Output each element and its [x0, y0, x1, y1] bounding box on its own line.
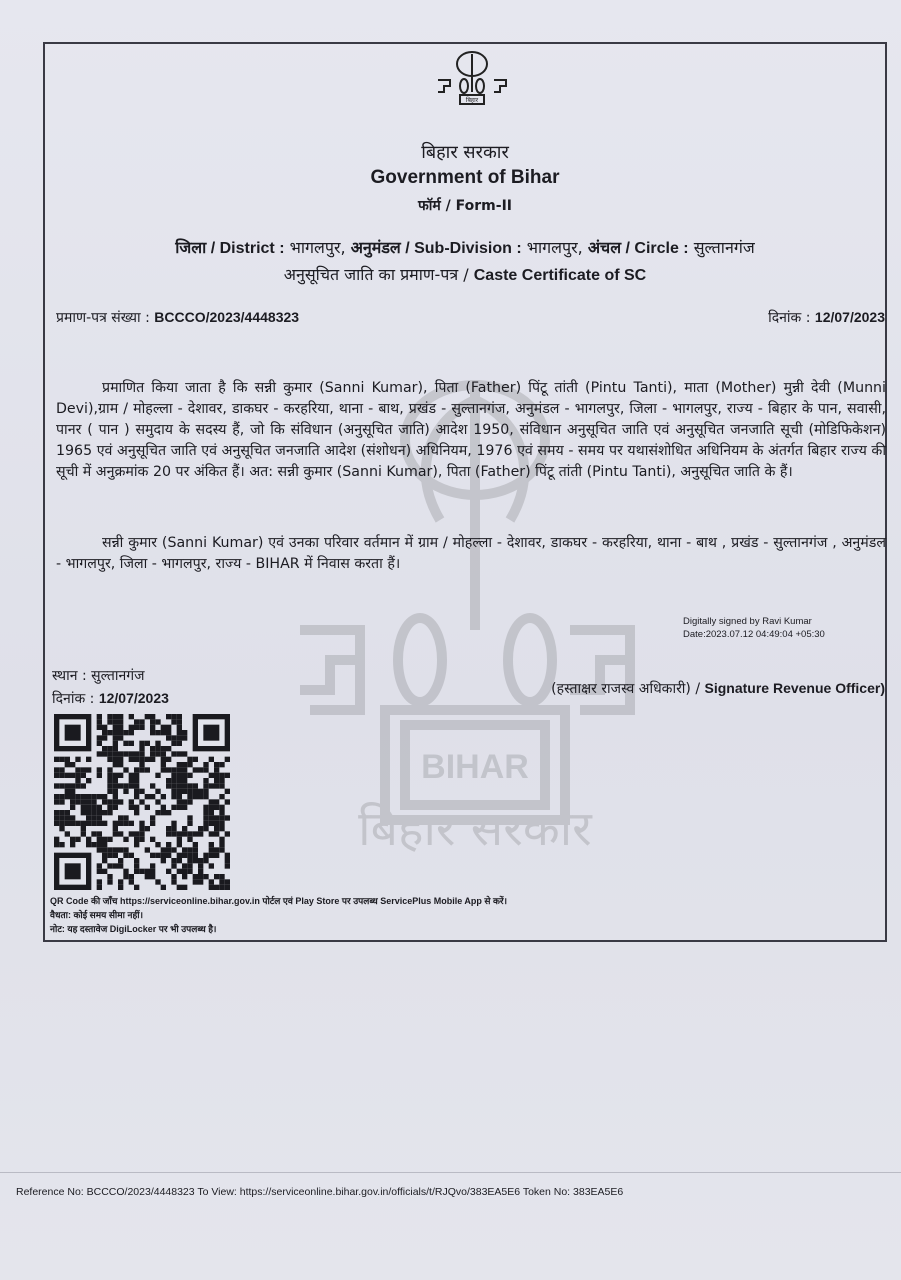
district-value: भागलपुर,: [289, 238, 346, 257]
qr-note: QR Code की जाँच https://serviceonline.bihar.gov.in पोर्टल एवं Play Store पर उपलब्ध ServicePlus Mobile App से करें।: [50, 896, 507, 906]
certificate-number-label: प्रमाण-पत्र संख्या :: [56, 310, 150, 326]
watermark-inner-text: BIHAR: [421, 748, 529, 786]
form-label: फॉर्म / Form-II: [418, 198, 512, 214]
emblem-caption: बिहार: [465, 97, 479, 104]
certificate-title: [43, 263, 887, 285]
validity-note: वैधता: कोई समय सीमा नहीं।: [50, 910, 143, 920]
qr-code[interactable]: [54, 714, 230, 890]
title-english: Government of Bihar: [370, 167, 560, 188]
certificate-title-english: Caste Certificate of SC: [473, 267, 647, 284]
bihar-emblem-logo: [432, 48, 512, 106]
sign-date-line: [52, 687, 169, 710]
title-hindi: बिहार सरकार: [421, 142, 509, 163]
subdivision-value: भागलपुर,: [526, 238, 583, 257]
reference-footer: Reference No: BCCCO/2023/4448323 To View: https://serviceonline.bihar.gov.in/officials/t/RJQvo/383EA5E6 Token No: 383EA5E6: [16, 1186, 624, 1198]
issue-date-value: 12/07/2023: [814, 309, 885, 325]
circle-label: अंचल / Circle :: [587, 240, 689, 257]
issue-date-label: दिनांक :: [768, 310, 811, 326]
sign-date-value: 12/07/2023: [98, 690, 169, 706]
digital-signature-date: Date:2023.07.12 04:49:04 +05:30: [683, 629, 825, 640]
certificate-number-value: BCCCO/2023/4448323: [154, 309, 300, 325]
issue-date: [768, 308, 885, 327]
place-date-block: [52, 665, 169, 710]
certificate-title-hindi: अनुसूचित जाति का प्रमाण-पत्र /: [283, 265, 469, 284]
subdivision-label: अनुमंडल / Sub-Division :: [350, 240, 522, 257]
certificate-number: [56, 308, 299, 327]
sign-date-label: दिनांक :: [52, 691, 95, 707]
digital-signature-signer: Digitally signed by Ravi Kumar: [683, 616, 812, 627]
officer-signature: [551, 679, 885, 698]
circle-value: सुल्तानगंज: [693, 238, 755, 257]
place-value: सुल्तानगंज: [91, 668, 145, 684]
officer-title-english: Signature Revenue Officer): [704, 680, 885, 696]
verification-notes: [50, 894, 507, 936]
footer-divider: [0, 1172, 901, 1173]
digital-signature: [683, 615, 825, 641]
residence-paragraph: सन्नी कुमार (Sanni Kumar) एवं उनका परिवार वर्तमान में ग्राम / मोहल्ला - देशावर, डाकघर - करहरिया, थाना - बाथ , प्रखंड - सुल्तानगंज , अनुमंडल - भागलपुर, जिला - भागलपुर, राज्य - BIHAR में निवास करता हैं।: [56, 535, 886, 572]
district-label: जिला / District :: [175, 240, 285, 257]
certification-paragraph: प्रमाणित किया जाता है कि सन्नी कुमार (Sanni Kumar), पिता (Father) पिंटू तांती (Pintu Tanti), माता (Mother) मुन्नी देवी (Munni Devi),ग्राम / मोहल्ला - देशावर, डाकघर - करहरिया, थाना - बाथ, प्रखंड - सुल्तानगंज, अनुमंडल - भागलपुर, जिला - भागलपुर, राज्य - बिहार के पान, सवासी, पानर ( पान ) समुदाय के सदस्य हैं, जो कि संविधान (अनुसूचित जाति) आदेश 1950, संविधान अनुसूचित जाति एवं अनुसूचित जनजाति सूची (मोडिफिकेशन) 1965 एवं अनुसूचित जाति एवं अनुसूचित जनजाति आदेश (संशोधन) अधिनियम, 1976 एवं समय - समय पर यथासंशोधित अधिनियम के अंतर्गत बिहार राज्य की सूची में अनुक्रमांक 20 पर अंकित हैं। अत: सन्नी कुमार (Sanni Kumar), पिता (Father) पिंटू तांती (Pintu Tanti), अनुसूचित जाति के हैं।: [56, 380, 886, 480]
officer-title-hindi: (हस्ताक्षर राजस्व अधिकारी) /: [551, 681, 701, 697]
watermark-caption: बिहार सरकार: [358, 801, 592, 857]
place-line: [52, 665, 169, 687]
place-label: स्थान :: [52, 668, 87, 684]
digilocker-note: नोट: यह दस्तावेज DigiLocker पर भी उपलब्ध है।: [50, 924, 217, 934]
jurisdiction-line: [43, 236, 887, 258]
